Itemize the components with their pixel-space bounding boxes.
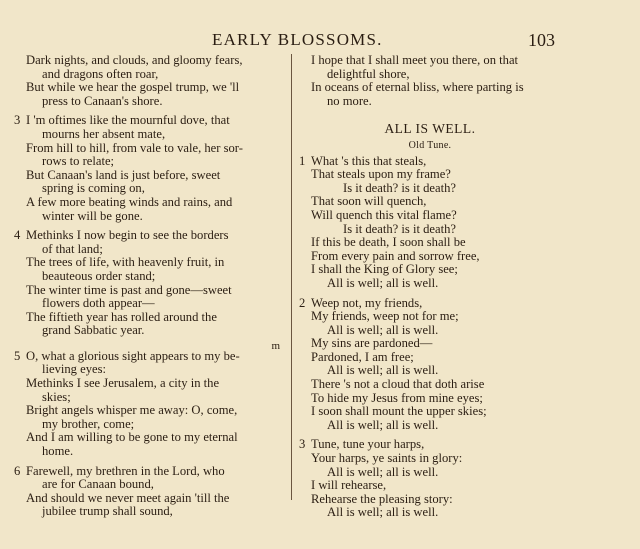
- verse-line: All is well; all is well.: [327, 505, 439, 520]
- verse-number: 4: [14, 228, 21, 243]
- verse-line: Methinks I see Jerusalem, a city in the: [26, 376, 220, 391]
- verse-line: Rehearse the pleasing story:: [311, 491, 453, 506]
- verse-line: But while we hear the gospel trump, we 'll: [26, 80, 240, 95]
- verse-number: 3: [14, 113, 21, 128]
- verse-line: Will quench this vital flame?: [311, 207, 457, 222]
- verse-line: spring is coming on,: [42, 181, 145, 196]
- verse-line: And I am willing to be gone to my eternal: [26, 430, 238, 445]
- verse-line: Your harps, ye saints in glory:: [311, 451, 463, 466]
- tune-name: Old Tune.: [408, 139, 452, 151]
- verse-line: The winter time is past and gone—sweet: [26, 282, 232, 297]
- verse-line: 3 Tune, tune your harps,: [299, 437, 425, 452]
- verse-line: beauteous order stand;: [42, 268, 156, 283]
- verse-number: 6: [14, 463, 21, 478]
- verse-3: [16, 114, 286, 223]
- verse-line: skies;: [42, 389, 71, 404]
- verse-line: my brother, come;: [42, 416, 135, 431]
- verse-4: [16, 229, 286, 338]
- verse-line: Is it death? is it death?: [343, 221, 456, 236]
- verse-line: home.: [42, 444, 74, 459]
- verse-5: [16, 350, 286, 459]
- verse-line: mourns her absent mate,: [42, 126, 166, 141]
- verse-line: The trees of life, with heavenly fruit, in: [26, 255, 225, 270]
- verse-line: All is well; all is well.: [327, 417, 439, 432]
- verse-line: There 's not a cloud that doth arise: [311, 377, 485, 392]
- verse-line: But Canaan's land is just before, sweet: [26, 167, 221, 182]
- verse-6: [16, 465, 286, 519]
- verse-line: The fiftieth year has rolled around the: [26, 309, 217, 324]
- verse-line: lieving eyes:: [42, 362, 107, 377]
- page-header: [0, 30, 640, 54]
- verse-continuation: [301, 54, 559, 108]
- verse-line: All is well; all is well.: [327, 464, 439, 479]
- verse-line: delightful shore,: [327, 66, 410, 81]
- verse-line: I hope that I shall meet you there, on that: [311, 53, 519, 67]
- verse-line: and dragons often roar,: [42, 66, 159, 81]
- verse-line: That soon will quench,: [311, 194, 427, 209]
- verse-line: Bright angels whisper me away: O, come,: [26, 403, 238, 418]
- verse-line: are for Canaan bound,: [42, 477, 154, 492]
- right-column: [301, 54, 559, 526]
- verse-2: [301, 297, 559, 433]
- verse-continuation: [16, 54, 286, 108]
- verse-line: Pardoned, I am free;: [311, 349, 414, 364]
- signature-mark: m: [271, 339, 280, 352]
- verse-line: no more.: [327, 93, 372, 108]
- hymn-heading: [301, 122, 559, 152]
- verse-line: 6 Farewell, my brethren in the Lord, who: [14, 463, 225, 478]
- verse-line: jubilee trump shall sound,: [42, 504, 173, 519]
- verse-line: I soon shall mount the upper skies;: [311, 404, 487, 419]
- verse-line: All is well; all is well.: [327, 363, 439, 378]
- verse-line: My sins are pardoned—: [311, 336, 433, 351]
- verse-line: To hide my Jesus from mine eyes;: [311, 390, 483, 405]
- verse-line: That steals upon my frame?: [311, 167, 451, 182]
- verse-line: 3 I 'm oftimes like the mournful dove, that: [14, 113, 230, 128]
- hymn-title: ALL IS WELL.: [384, 121, 476, 137]
- verse-1: [301, 155, 559, 291]
- verse-line: And should we never meet again 'till the: [26, 490, 230, 505]
- verse-line: Is it death? is it death?: [343, 180, 456, 195]
- verse-line: flowers doth appear—: [42, 296, 155, 311]
- verse-line: If this be death, I soon shall be: [311, 235, 466, 250]
- column-divider: [291, 54, 292, 500]
- verse-line: 4 Methinks I now begin to see the borders: [14, 228, 229, 243]
- verse-line: of that land;: [42, 241, 103, 256]
- left-column: [16, 54, 286, 525]
- verse-number: 1: [299, 153, 306, 168]
- verse-line: I shall the King of Glory see;: [311, 262, 458, 277]
- verse-line: All is well; all is well.: [327, 322, 439, 337]
- verse-line: 1 What 's this that steals,: [299, 153, 427, 168]
- verse-line: Dark nights, and clouds, and gloomy fears,: [26, 53, 243, 67]
- verse-line: rows to relate;: [42, 154, 115, 169]
- verse-line: From every pain and sorrow free,: [311, 248, 480, 263]
- page-number: 103: [528, 30, 555, 50]
- running-title: EARLY BLOSSOMS.: [212, 30, 383, 49]
- verse-line: In oceans of eternal bliss, where parting is: [311, 80, 524, 95]
- verse-number: 3: [299, 437, 306, 452]
- verse-number: 5: [14, 348, 21, 363]
- verse-line: I will rehearse,: [311, 478, 387, 493]
- verse-line: winter will be gone.: [42, 208, 143, 223]
- verse-line: press to Canaan's shore.: [42, 93, 163, 108]
- verse-line: From hill to hill, from vale to vale, her sor-: [26, 140, 243, 155]
- verse-line: A few more beating winds and rains, and: [26, 194, 233, 209]
- verse-line: 2 Weep not, my friends,: [299, 295, 423, 310]
- verse-line: grand Sabbatic year.: [42, 323, 145, 338]
- verse-line: My friends, weep not for me;: [311, 309, 459, 324]
- verse-3-right: [301, 438, 559, 520]
- verse-line: 5 O, what a glorious sight appears to my be-: [14, 348, 240, 363]
- verse-line: All is well; all is well.: [327, 275, 439, 290]
- verse-number: 2: [299, 295, 306, 310]
